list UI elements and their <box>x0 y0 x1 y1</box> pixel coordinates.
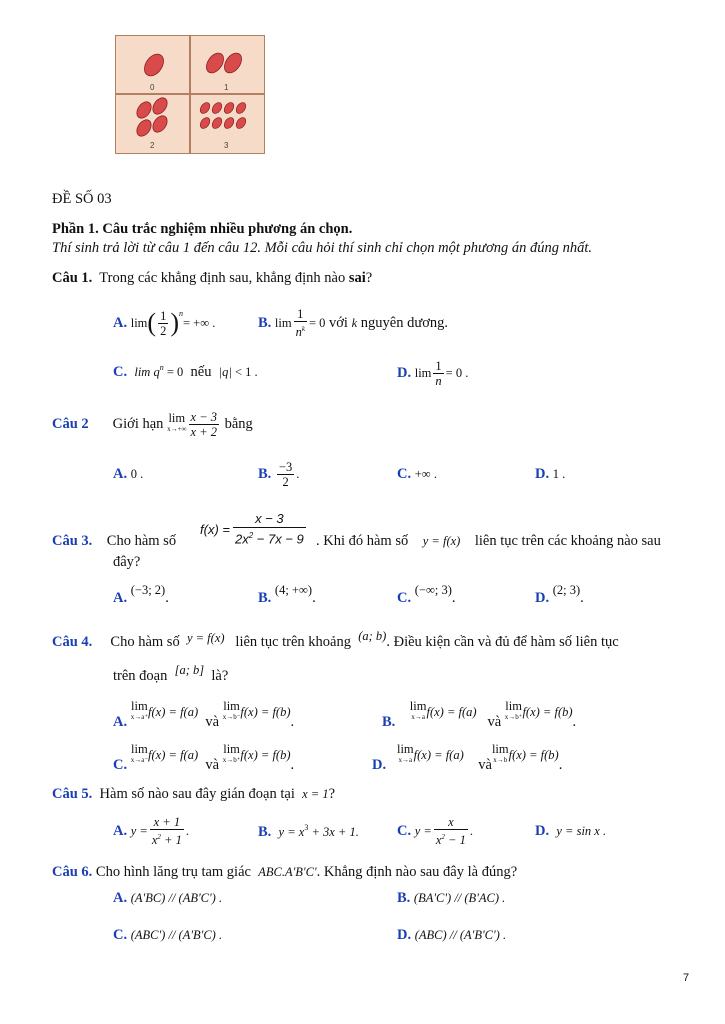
q4-d-sub2: x→b <box>493 756 508 764</box>
q2-label: Câu 2 <box>52 415 89 432</box>
q1-a-rhs: = +∞ . <box>183 315 216 330</box>
q6-text2: . Khẳng định nào sau đây là đúng? <box>316 864 518 880</box>
q2-b-num: −3 <box>278 459 293 474</box>
q3-text2: . Khi đó hàm số <box>316 533 409 549</box>
q5-qmark: ? <box>328 786 336 802</box>
q5-option-c[interactable] <box>397 813 473 849</box>
q1-option-b[interactable] <box>258 303 448 343</box>
q4-yfx: y = f(x) <box>186 631 225 645</box>
q4-c-letter: C. <box>113 756 128 773</box>
q3-den-a: 2x <box>234 531 249 547</box>
q5-point: x = 1 <box>302 787 329 801</box>
q3-d-dot: . <box>580 590 584 606</box>
q5-a-y: y = <box>130 823 148 838</box>
q5-c-tail: . <box>469 823 473 838</box>
q1-label: Câu 1. <box>52 270 93 286</box>
q5-a-tail: . <box>185 823 189 838</box>
q5-b-exp: 3 <box>304 823 309 832</box>
q1-stem <box>52 270 372 287</box>
q5-d-letter: D. <box>535 823 550 839</box>
q5-a-letter: A. <box>113 822 128 839</box>
q5-option-a[interactable] <box>113 813 189 849</box>
q4-a-sub1: x→a⁺ <box>130 713 149 721</box>
q5-a-den-a: x <box>151 833 158 848</box>
figure-label-2: 2 <box>150 141 155 150</box>
q4-b-lim2: lim <box>505 699 522 713</box>
q3-den-c: − 7x − 9 <box>253 531 304 547</box>
q1-c-tail: < 1 . <box>231 364 258 379</box>
q3-a-dot: . <box>165 590 169 606</box>
q2-option-a[interactable] <box>113 466 143 483</box>
q2-text: Giới hạn <box>112 415 164 432</box>
q3-option-d[interactable] <box>535 583 584 607</box>
q1-d-den: n <box>435 373 442 388</box>
q1-d-num: 1 <box>435 358 442 373</box>
q3-fx: f(x) = <box>200 521 230 537</box>
q4-text3: . Điều kiện cần và đủ để hàm số liên tục <box>386 634 619 650</box>
q6-option-d[interactable] <box>397 927 506 944</box>
q2-option-d[interactable] <box>535 466 565 483</box>
q3-den-b: 2 <box>248 530 254 540</box>
q6-label: Câu 6. <box>52 864 93 880</box>
figure-label-0: 0 <box>150 83 155 92</box>
q4-b-sub2: x→b⁺ <box>504 713 523 721</box>
q6-a-letter: A. <box>113 890 128 906</box>
q4-c-va: và <box>205 756 220 773</box>
q4-text5: là? <box>211 668 229 684</box>
q5-d-val: y = sin x . <box>556 824 607 838</box>
q4-a-letter: A. <box>113 713 128 730</box>
q1-c-word: nếu <box>190 363 212 380</box>
q1-c-eq: = 0 <box>163 364 184 379</box>
q3-a-letter: A. <box>113 590 128 606</box>
q4-b-fb: f(x) = f(b) <box>522 704 573 719</box>
q4-c-sub2: x→b⁺ <box>222 756 241 764</box>
q6-a-val: (A'BC) // (AB'C') . <box>130 891 223 905</box>
q6-text1: Cho hình lăng trụ tam giác <box>95 864 251 880</box>
q2-option-c[interactable] <box>397 466 437 483</box>
q4-b-fa: f(x) = f(a) <box>426 704 477 719</box>
q2-a-val: 0 . <box>130 467 144 481</box>
q4-a-fb: f(x) = f(b) <box>240 704 291 719</box>
q3-c-dot: . <box>451 590 456 606</box>
q3-text4: đây? <box>113 554 141 570</box>
q2-option-b[interactable] <box>258 456 299 492</box>
q1-a-lim: lim <box>130 315 148 330</box>
q1-d-rhs: = 0 . <box>445 365 469 380</box>
q4-c-fa: f(x) = f(a) <box>148 747 199 762</box>
q4-text4: trên đoạn <box>113 668 168 684</box>
q1-a-exp: n <box>179 308 183 318</box>
q1-b-word1: với <box>329 314 348 331</box>
q5-c-den-a: x <box>435 833 442 848</box>
q3-c-letter: C. <box>397 590 412 606</box>
q6-d-val: (ABC) // (A'B'C') . <box>414 928 507 942</box>
q6-b-letter: B. <box>397 890 411 906</box>
q5-c-den-b: 2 <box>441 832 445 841</box>
q5-b-expr: y = x <box>278 824 305 839</box>
q4-c-sub1: x→a⁻ <box>130 756 149 764</box>
figure-label-3: 3 <box>224 141 229 150</box>
q2-b-letter: B. <box>258 465 272 482</box>
page-number: 7 <box>683 972 690 984</box>
q1-emphasis: sai <box>348 270 366 286</box>
q1-b-rhs: = 0 <box>308 315 326 330</box>
q4-d-letter: D. <box>372 756 387 773</box>
q2-a-letter: A. <box>113 466 128 482</box>
q4-c-fb: f(x) = f(b) <box>240 747 291 762</box>
q6-c-letter: C. <box>113 927 128 943</box>
q2-stem <box>52 404 253 444</box>
q4-d-sub1: x→a <box>398 756 413 764</box>
q3-function <box>200 509 308 549</box>
q5-c-y: y = <box>414 823 432 838</box>
q1-option-d[interactable] <box>397 355 468 391</box>
q5-c-den-c: − 1 <box>444 833 466 848</box>
q2-after: bằng <box>224 415 253 432</box>
q4-d-fb: f(x) = f(b) <box>508 747 559 762</box>
q4-option-d[interactable]: D. lim x→a f(x) = f(a) và lim x→b f(x) = f(b) . <box>372 742 563 773</box>
q5-c-letter: C. <box>397 822 412 839</box>
q2-c-val: +∞ . <box>414 467 437 481</box>
q6-option-b[interactable] <box>397 890 505 907</box>
q2-d-val: 1 . <box>552 467 566 481</box>
figure-label-1: 1 <box>224 83 229 92</box>
q3-label: Câu 3. <box>52 533 93 549</box>
part1-title: Phần 1. Câu trắc nghiệm nhiều phương án chọn. <box>52 221 353 237</box>
q5-option-d[interactable] <box>535 823 606 840</box>
q4-b-lim1: lim <box>409 699 427 713</box>
q5-text: Hàm số nào sau đây gián đoạn tại <box>99 786 295 802</box>
q4-d-va: và <box>478 756 492 773</box>
q1-c-exp: n <box>159 363 164 372</box>
q1-a-num: 1 <box>160 308 167 323</box>
q4-interval: (a; b) <box>358 629 387 643</box>
q6-stem <box>52 864 517 881</box>
q5-option-b[interactable] <box>258 823 359 841</box>
q4-a-va: và <box>205 713 220 730</box>
q1-option-c[interactable]: C. $\lim q^n = 0$ nếu |q| < 1 . <box>113 363 258 380</box>
q2-c-letter: C. <box>397 466 412 482</box>
q5-a-num: x + 1 <box>150 815 184 830</box>
q1-b-den: n <box>295 325 302 340</box>
q1-d-letter: D. <box>397 364 412 381</box>
q4-a-fa: f(x) = f(a) <box>148 704 199 719</box>
q5-a-den-b: 2 <box>157 832 161 841</box>
q1-a-letter: A. <box>113 314 128 331</box>
q3-text3: liên tục trên các khoảng nào sau <box>474 533 661 549</box>
q1-c-expr: lim q <box>134 364 160 379</box>
q4-option-c[interactable]: C. lim x→a⁻ f(x) = f(a) và lim x→b⁺ f(x) = f(b) . <box>113 742 295 773</box>
q1-b-word2: nguyên dương. <box>360 314 448 331</box>
exam-title: ĐỀ SỐ 03 <box>52 191 112 207</box>
q4-text1: Cho hàm số <box>110 634 180 650</box>
q5-a-den-c: + 1 <box>160 833 182 848</box>
q4-d-lim2: lim <box>491 742 509 756</box>
q1-c-abs: q <box>222 364 229 379</box>
q2-lim: lim <box>168 411 186 425</box>
q4-b-sub1: x→a <box>411 713 425 721</box>
q3-num: x − 3 <box>233 511 306 528</box>
part1-instructions: Thí sinh trả lời từ câu 1 đến câu 12. Mỗi câu hỏi thí sinh chỉ chọn một phương án đúng nhất. <box>52 240 592 256</box>
q4-d-lim1: lim <box>396 742 414 756</box>
q3-a-val: (−3; 2) <box>130 583 166 597</box>
q1-c-letter: C. <box>113 363 128 380</box>
q4-label: Câu 4. <box>52 634 93 650</box>
q3-b-letter: B. <box>258 590 272 606</box>
q3-option-c[interactable] <box>397 583 456 607</box>
q5-c-num: x <box>434 815 468 830</box>
q1-option-a[interactable]: A. lim ( $\frac{1}{2}$ ) $^n$ = +∞ . <box>113 308 216 338</box>
q5-label: Câu 5. <box>52 786 93 802</box>
q1-b-exp: k <box>301 324 305 333</box>
q3-text-rest <box>316 533 661 550</box>
q4-stem-line1 <box>52 629 619 651</box>
q2-den: x + 2 <box>190 424 217 439</box>
cells-illustration <box>116 36 264 153</box>
q6-c-val: (ABC') // (A'B'C) . <box>130 928 223 942</box>
q1-b-letter: B. <box>258 314 272 331</box>
q5-b-rest: + 3x + 1. <box>308 824 359 839</box>
q4-a-lim1: lim <box>131 699 148 713</box>
q3-c-val: (−∞; 3) <box>414 583 452 597</box>
q2-num: x − 3 <box>190 409 217 424</box>
q2-b-den: 2 <box>282 474 289 489</box>
q2-b-tail: . <box>296 466 300 481</box>
q3-b-val: (4; +∞) <box>274 583 313 597</box>
q1-b-var: k <box>351 315 358 330</box>
q4-b-va: và <box>487 713 502 730</box>
q1-text: Trong các khẳng định sau, khẳng định nào <box>99 270 349 286</box>
q6-prism: ABC.A'B'C' <box>258 865 317 879</box>
q4-b-letter: B. <box>382 713 396 730</box>
q4-text2: liên tục trên khoảng <box>235 634 351 650</box>
q4-c-lim2: lim <box>223 742 240 756</box>
q4-option-b[interactable]: B. lim x→a f(x) = f(a) và lim x→b⁺ f(x) = f(b) . <box>382 699 577 730</box>
q1-b-lim: lim <box>274 315 292 330</box>
q3-option-a[interactable] <box>113 583 169 607</box>
q1-b-num: 1 <box>294 307 307 322</box>
q4-option-a[interactable]: A. lim x→a⁺ f(x) = f(a) và lim x→b⁻ f(x) = f(b) . <box>113 699 295 730</box>
q5-b-letter: B. <box>258 823 272 840</box>
q4-a-lim2: lim <box>223 699 240 713</box>
q5-stem <box>52 786 335 803</box>
q4-c-lim1: lim <box>131 742 148 756</box>
q2-d-letter: D. <box>535 466 550 482</box>
q3-option-b[interactable] <box>258 583 316 607</box>
q3-label-line <box>52 533 176 550</box>
q4-closed: [a; b] <box>174 663 205 677</box>
q6-option-c[interactable] <box>113 927 222 944</box>
q4-a-sub2: x→b⁻ <box>222 713 241 721</box>
q6-option-a[interactable] <box>113 890 222 907</box>
q1-qmark: ? <box>365 270 373 286</box>
q3-d-val: (2; 3) <box>552 583 581 597</box>
q4-d-fa: f(x) = f(a) <box>413 747 464 762</box>
q6-b-val: (BA'C') // (B'AC) . <box>413 891 506 905</box>
q2-lim-sub: x→+∞ <box>167 425 187 433</box>
q3-text1: Cho hàm số <box>106 533 177 549</box>
q3-yfx: y = f(x) <box>422 534 461 548</box>
q4-stem-line2 <box>113 663 229 685</box>
q1-a-den: 2 <box>160 323 167 338</box>
q1-d-lim: lim <box>414 365 432 380</box>
q6-d-letter: D. <box>397 927 412 943</box>
q3-d-letter: D. <box>535 590 550 606</box>
cell-division-figure <box>115 35 265 154</box>
q3-b-dot: . <box>312 590 316 606</box>
